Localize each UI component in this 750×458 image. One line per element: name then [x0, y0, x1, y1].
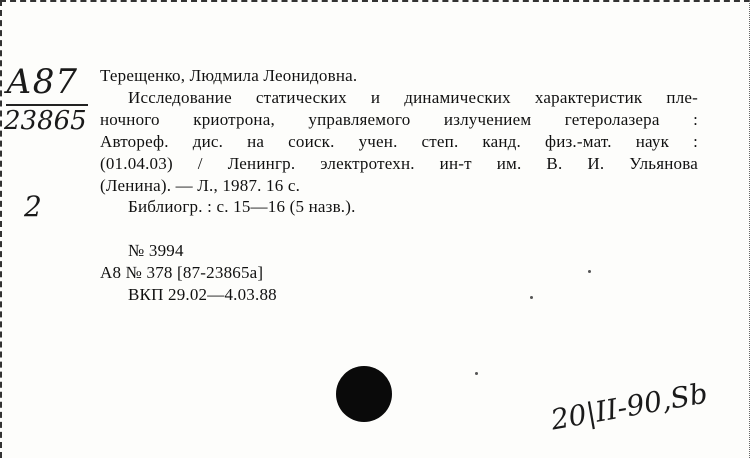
record-classification: ВКП 29.02—4.03.88: [128, 285, 277, 304]
paper-speck: [475, 372, 478, 375]
record-title-line-4: (01.04.03) / Ленингр. электротехн. ин-т им. В. И. Ульянова: [100, 154, 698, 173]
record-title-line-3: Автореф. дис. на соиск. учен. степ. канд. физ.-мат. наук :: [100, 132, 698, 151]
card-punch-hole: [336, 366, 392, 422]
card-top-edge: [0, 0, 750, 2]
paper-speck: [530, 296, 533, 299]
call-number-bottom: 23865: [4, 106, 87, 136]
record-title-line-1: Исследование статических и динамических характеристик пле-: [128, 88, 698, 107]
paper-speck: [588, 270, 591, 273]
record-registry: А8 № 378 [87-23865а]: [100, 263, 264, 282]
record-bibliography: Библиогр. : с. 15—16 (5 назв.).: [128, 197, 356, 216]
card-left-edge: [0, 0, 2, 458]
record-title-line-2: ночного криотрона, управляемого излучением гетеролазера :: [100, 110, 698, 129]
handwritten-date: 20|II-90,Sb: [548, 376, 710, 437]
record-title-line-5: (Ленина). — Л., 1987. 16 с.: [100, 176, 301, 195]
record-author: Терещенко, Людмила Леонидовна.: [100, 66, 358, 85]
record-number: № 3994: [128, 241, 184, 260]
call-number-top: А87: [6, 62, 79, 102]
handwritten-mark: 2: [24, 190, 42, 223]
